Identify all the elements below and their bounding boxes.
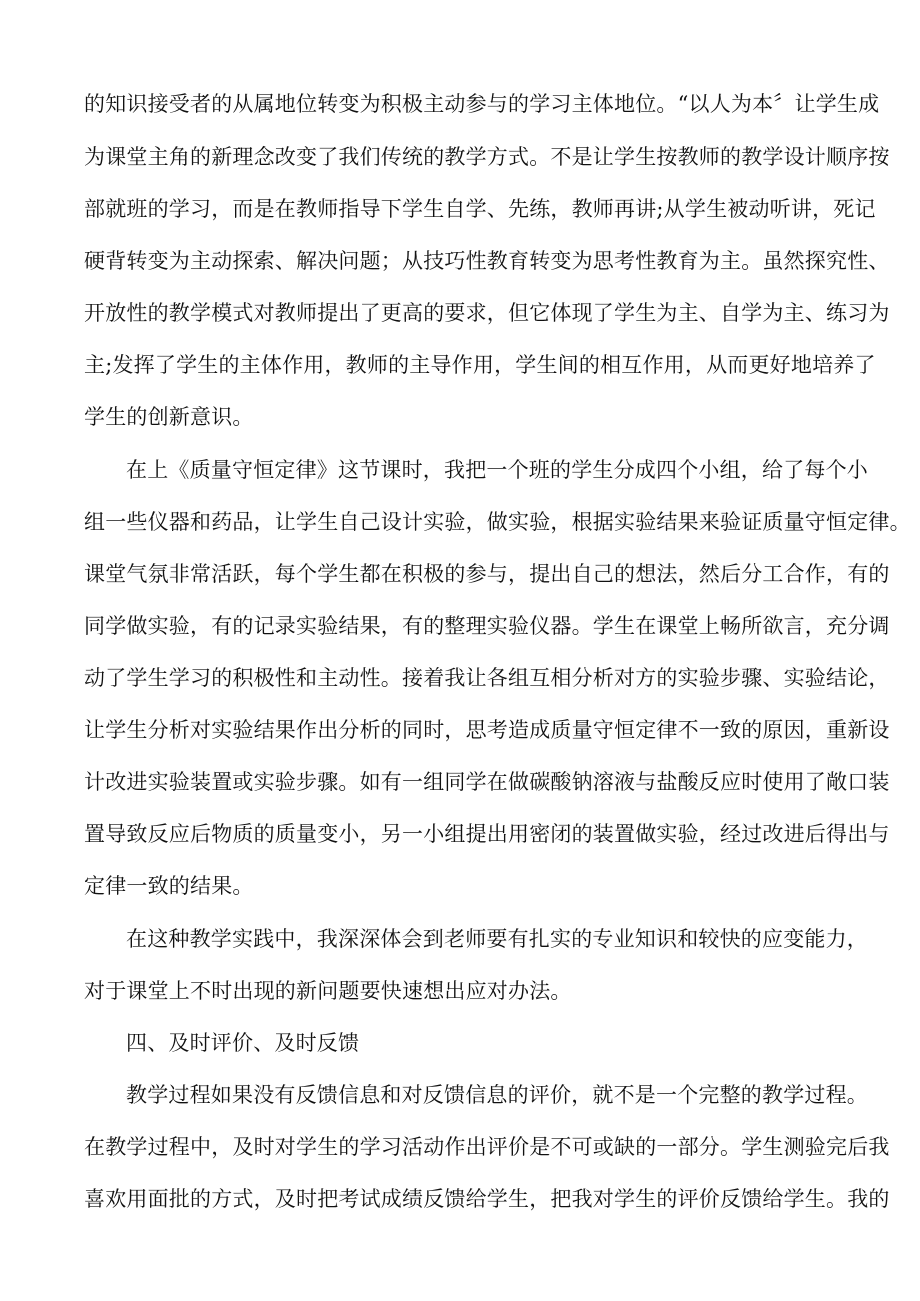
text-line: 部就班的学习，而是在教师指导下学生自学、先练，教师再讲;从学生被动听讲，死记 (84, 197, 876, 221)
text-line: 定律一致的结果。 (84, 874, 254, 898)
text-line: 同学做实验，有的记录实验结果，有的整理实验仪器。学生在课堂上畅所欲言，充分调 (84, 614, 890, 638)
text-line: 主;发挥了学生的主体作用，教师的主导作用，学生间的相互作用，从而更好地培养了 (84, 353, 876, 377)
text-line: 在这种教学实践中，我深深体会到老师要有扎实的专业知识和较快的应变能力， (126, 927, 868, 951)
text-line: 开放性的教学模式对教师提出了更高的要求，但它体现了学生为主、自学为主、练习为 (84, 301, 890, 325)
text-line: 置导致反应后物质的质量变小，另一小组提出用密闭的装置做实验，经过改进后得出与 (84, 822, 890, 846)
text-line: 教学过程如果没有反馈信息和对反馈信息的评价，就不是一个完整的教学过程。 (126, 1083, 868, 1107)
text-line: 动了学生学习的积极性和主动性。接着我让各组互相分析对方的实验步骤、实验结论， (84, 666, 890, 690)
text-line: 喜欢用面批的方式，及时把考试成绩反馈给学生，把我对学生的评价反馈给学生。我的 (84, 1187, 890, 1211)
text-line: 对于课堂上不时出现的新问题要快速想出应对办法。 (84, 979, 572, 1003)
text-line: 为课堂主角的新理念改变了我们传统的教学方式。不是让学生按教师的教学设计顺序按 (84, 145, 890, 169)
text-line: 在教学过程中，及时对学生的学习活动作出评价是不可或缺的一部分。学生测验完后我 (84, 1135, 890, 1159)
text-line: 让学生分析对实验结果作出分析的同时，思考造成质量守恒定律不一致的原因，重新设 (84, 718, 890, 742)
section-heading: 四、及时评价、及时反馈 (126, 1031, 360, 1055)
text-line: 硬背转变为主动探索、解决问题；从技巧性教育转变为思考性教育为主。虽然探究性、 (84, 249, 890, 273)
text-line: 组一些仪器和药品，让学生自己设计实验，做实验，根据实验结果来验证质量守恒定律。 (84, 510, 911, 534)
text-line: 的知识接受者的从属地位转变为积极主动参与的学习主体地位。“以人为本〞让学生成 (84, 92, 880, 116)
text-line: 课堂气氛非常活跃，每个学生都在积极的参与，提出自己的想法，然后分工合作，有的 (84, 562, 890, 586)
text-line: 在上《质量守恒定律》这节课时，我把一个班的学生分成四个小组，给了每个小 (126, 458, 868, 482)
text-line: 学生的创新意识。 (84, 405, 254, 429)
text-line: 计改进实验装置或实验步骤。如有一组同学在做碳酸钠溶液与盐酸反应时使用了敞口装 (84, 770, 890, 794)
